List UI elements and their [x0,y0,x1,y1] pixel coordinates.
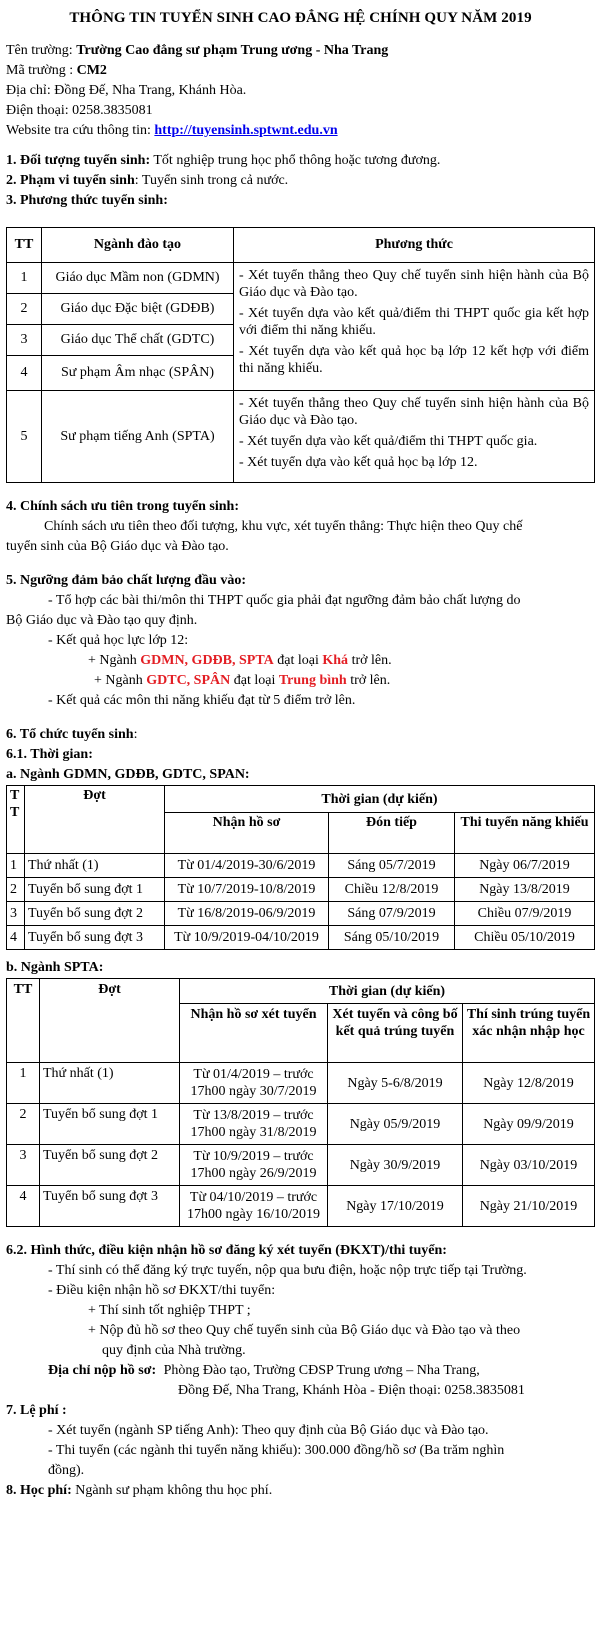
text: Từ 10/9/2019 – trước [193,1149,314,1164]
website-label: Website tra cứu thông tin: [6,123,155,138]
school-address: Địa chỉ: Đồng Đế, Nha Trang, Khánh Hòa. [6,83,247,98]
row-round: Tuyển bổ sung đợt 1 [40,1104,180,1145]
section-1-label: 1. Đối tượng tuyển sinh: [6,153,151,168]
table-header-row [7,979,595,1004]
submission-address-line: Đồng Đế, Nha Trang, Khánh Hòa - Điện thoại: 0258.3835081 [178,1383,525,1398]
level-highlight: Khá [322,653,349,668]
section-2 [6,171,595,191]
row-exam: Chiều 07/9/2019 [455,902,595,926]
section-6-1-label: 6.1. Thời gian: [6,747,93,762]
method-text: - Xét tuyển dựa vào kết quả/điểm thi THPT quốc gia kết hợp với điểm thi năng khiếu. [239,306,589,338]
row-round: Tuyển bổ sung đợt 2 [40,1145,180,1186]
row-confirm: Ngày 03/10/2019 [463,1145,595,1186]
section-5-label: 5. Ngưỡng đảm bảo chất lượng đầu vào: [6,573,247,588]
text: Từ 04/10/2019 – trước [189,1190,318,1205]
text: đạt loại [230,673,279,688]
text: trở lên. [348,653,392,668]
table-row [7,926,595,950]
table-row [7,263,595,294]
row-receive [180,1104,328,1145]
row-receive [180,1063,328,1104]
row-tt: 2 [7,294,42,325]
text: trở lên. [346,673,391,688]
row-round: Tuyển bổ sung đợt 1 [25,878,165,902]
grade-requirement-2 [6,671,595,691]
school-website-line [6,121,595,141]
text: + Ngành [94,673,147,688]
grade-requirement-1 [6,651,595,671]
school-name-line [6,41,595,61]
row-round: Thứ nhất (1) [25,854,165,878]
section-4-text: Chính sách ưu tiên theo đối tượng, khu vực, xét tuyển thẳng: Thực hiện theo Quy chế [44,519,523,534]
schedule-b-label: b. Ngành SPTA: [6,960,104,975]
method-cell-group-2 [234,391,595,483]
col-header-tt: TT [7,979,40,1063]
section-2-label: 2. Phạm vi tuyển sinh [6,173,135,188]
col-header-major: Ngành đào tạo [42,228,234,263]
school-name: Trường Cao đẳng sư phạm Trung ương - Nha Trang [76,43,389,58]
section-5-text: Bộ Giáo dục và Đào tạo quy định. [6,613,198,628]
row-major: Giáo dục Đặc biệt (GDĐB) [42,294,234,325]
section-5-text: - Tổ hợp các bài thi/môn thi THPT quốc gia phải đạt ngưỡng đảm bảo chất lượng do [48,593,521,608]
row-tt: 3 [7,325,42,356]
text: + Ngành [88,653,141,668]
section-2-text: : Tuyển sinh trong cả nước. [134,173,289,188]
row-round: Tuyển bổ sung đợt 3 [25,926,165,950]
section-8-label: 8. Học phí: [6,1483,72,1498]
section-4-label: 4. Chính sách ưu tiên trong tuyển sinh: [6,499,239,514]
row-tt: 3 [7,1145,40,1186]
row-receive: Từ 10/7/2019-10/8/2019 [165,878,329,902]
col-header-aptitude-exam: Thi tuyển năng khiếu [455,813,595,854]
section-8-text: Ngành sư phạm không thu học phí. [71,1483,273,1498]
row-receive [180,1145,328,1186]
col-header-tt: TT [7,228,42,263]
row-welcome: Sáng 05/10/2019 [329,926,455,950]
section-5-text: - Kết quả các môn thi năng khiếu đạt từ 5 điểm trở lên. [48,693,356,708]
row-tt: 5 [7,391,42,483]
method-text: - Xét tuyển dựa vào kết quả học bạ lớp 12. [239,455,478,470]
row-round: Tuyển bổ sung đợt 3 [40,1186,180,1227]
row-tt: 2 [7,878,25,902]
section-1-text: Tốt nghiệp trung học phổ thông hoặc tương đương. [150,153,441,168]
text: 17h00 ngày 26/9/2019 [190,1166,317,1181]
majors-highlight: GDMN, GDĐB, SPTA [140,653,274,668]
row-round: Tuyển bổ sung đợt 2 [25,902,165,926]
col-header-time: Thời gian (dự kiến) [165,786,595,813]
table-row [7,902,595,926]
document-title: THÔNG TIN TUYỂN SINH CAO ĐẲNG HỆ CHÍNH QUY NĂM 2019 [69,10,532,26]
text: 17h00 ngày 31/8/2019 [190,1125,317,1140]
section-6-label: 6. Tổ chức tuyển sinh [6,727,134,742]
row-receive: Từ 01/4/2019-30/6/2019 [165,854,329,878]
col-header-receive: Nhận hồ sơ xét tuyển [180,1004,328,1063]
row-welcome: Sáng 07/9/2019 [329,902,455,926]
row-welcome: Chiều 12/8/2019 [329,878,455,902]
section-7-label: 7. Lệ phí : [6,1403,67,1418]
row-tt: 1 [7,263,42,294]
website-link[interactable]: http://tuyensinh.sptwnt.edu.vn [154,123,338,138]
submission-address-label: Địa chỉ nộp hồ sơ: [48,1363,157,1378]
section-6-2-text: quy định của Nhà trường. [102,1343,246,1358]
col-header-round: Đợt [25,786,165,854]
school-code-line [6,61,595,81]
method-cell-group-1 [234,263,595,391]
section-6-2-label: 6.2. Hình thức, điều kiện nhận hồ sơ đăng ký xét tuyển (ĐKXT)/thi tuyển: [6,1243,447,1258]
section-6-2-text: - Thí sinh có thể đăng ký trực tuyến, nộp qua bưu điện, hoặc nộp trực tiếp tại Trường. [48,1263,527,1278]
row-receive: Từ 10/9/2019-04/10/2019 [165,926,329,950]
row-tt: 1 [7,1063,40,1104]
row-result: Ngày 30/9/2019 [328,1145,463,1186]
majors-highlight: GDTC, SPÂN [146,673,231,688]
col-header-confirm: Thí sinh trúng tuyển xác nhận nhập học [463,1004,595,1063]
section-8 [6,1481,595,1501]
section-7-text: đồng). [48,1463,85,1478]
row-confirm: Ngày 21/10/2019 [463,1186,595,1227]
school-code-label: Mã trường : [6,63,77,78]
row-tt: 3 [7,902,25,926]
row-tt: 4 [7,356,42,391]
school-name-label: Tên trường: [6,43,77,58]
row-major: Sư phạm tiếng Anh (SPTA) [42,391,234,483]
method-text: - Xét tuyển thẳng theo Quy chế tuyển sinh hiện hành của Bộ Giáo dục và Đào tạo. [239,396,589,428]
text: 17h00 ngày 30/7/2019 [190,1084,317,1099]
section-5-text: - Kết quả học lực lớp 12: [48,633,189,648]
table-row [7,1104,595,1145]
method-text: - Xét tuyển dựa vào kết quả học bạ lớp 12 kết hợp với điểm thi năng khiếu. [239,344,589,376]
section-6-2-text: - Điều kiện nhận hồ sơ ĐKXT/thi tuyển: [48,1283,276,1298]
table-row [7,1186,595,1227]
col-header-time: Thời gian (dự kiến) [180,979,595,1004]
col-header-result: Xét tuyển và công bố kết quả trúng tuyển [328,1004,463,1063]
section-6-2-text: + Nộp đủ hồ sơ theo Quy chế tuyển sinh của Bộ Giáo dục và Đào tạo và theo [88,1323,521,1338]
row-welcome: Sáng 05/7/2019 [329,854,455,878]
section-4-text: tuyển sinh của Bộ Giáo dục và Đào tạo. [6,539,229,554]
section-6-heading [6,725,595,745]
row-tt: 2 [7,1104,40,1145]
table-row [7,1063,595,1104]
method-text: - Xét tuyển dựa vào kết quả/điểm thi THPT quốc gia. [239,434,538,449]
col-header-receive: Nhận hồ sơ [165,813,329,854]
section-7-text: - Xét tuyển (ngành SP tiếng Anh): Theo quy định của Bộ Giáo dục và Đào tạo. [48,1423,489,1438]
col-header-welcome: Đón tiếp [329,813,455,854]
section-3-label: 3. Phương thức tuyển sinh: [6,193,168,208]
submission-address [6,1361,595,1381]
row-tt: 4 [7,1186,40,1227]
section-7-text: - Thi tuyển (các ngành thi tuyển năng khiếu): 300.000 đồng/hồ sơ (Ba trăm nghìn [48,1443,505,1458]
row-receive: Từ 16/8/2019-06/9/2019 [165,902,329,926]
method-text: - Xét tuyển thẳng theo Quy chế tuyển sinh hiện hành của Bộ Giáo dục và Đào tạo. [239,268,589,300]
table-header-row [7,786,595,813]
schedule-table-b [6,978,595,1227]
row-result: Ngày 05/9/2019 [328,1104,463,1145]
text: đạt loại [273,653,323,668]
submission-address-line: Phòng Đào tạo, Trường CĐSP Trung ương – Nha Trang, [163,1363,480,1378]
row-major: Giáo dục Thể chất (GDTC) [42,325,234,356]
text: : [133,727,138,742]
row-round: Thứ nhất (1) [40,1063,180,1104]
schedule-table-a [6,785,595,950]
section-1 [6,151,595,171]
admission-method-table [6,227,595,483]
section-6-2-text: + Thí sinh tốt nghiệp THPT ; [88,1303,251,1318]
row-major: Giáo dục Mầm non (GDMN) [42,263,234,294]
schedule-a-label: a. Ngành GDMN, GDĐB, GDTC, SPAN: [6,767,250,782]
row-tt: 4 [7,926,25,950]
col-header-tt: T T [7,786,25,854]
row-confirm: Ngày 12/8/2019 [463,1063,595,1104]
row-exam: Ngày 13/8/2019 [455,878,595,902]
table-row [7,391,595,483]
level-highlight: Trung bình [278,673,347,688]
text: Từ 01/4/2019 – trước [193,1067,314,1082]
school-code: CM2 [76,63,107,78]
row-confirm: Ngày 09/9/2019 [463,1104,595,1145]
table-row [7,878,595,902]
table-row [7,854,595,878]
row-result: Ngày 5-6/8/2019 [328,1063,463,1104]
text: 17h00 ngày 16/10/2019 [187,1207,320,1222]
row-receive [180,1186,328,1227]
table-header-row [7,228,595,263]
row-result: Ngày 17/10/2019 [328,1186,463,1227]
row-exam: Chiều 05/10/2019 [455,926,595,950]
table-row [7,1145,595,1186]
row-tt: 1 [7,854,25,878]
row-exam: Ngày 06/7/2019 [455,854,595,878]
row-major: Sư phạm Âm nhạc (SPÂN) [42,356,234,391]
text: Từ 13/8/2019 – trước [193,1108,314,1123]
col-header-method: Phương thức [234,228,595,263]
col-header-round: Đợt [40,979,180,1063]
school-phone: Điện thoại: 0258.3835081 [6,103,153,118]
